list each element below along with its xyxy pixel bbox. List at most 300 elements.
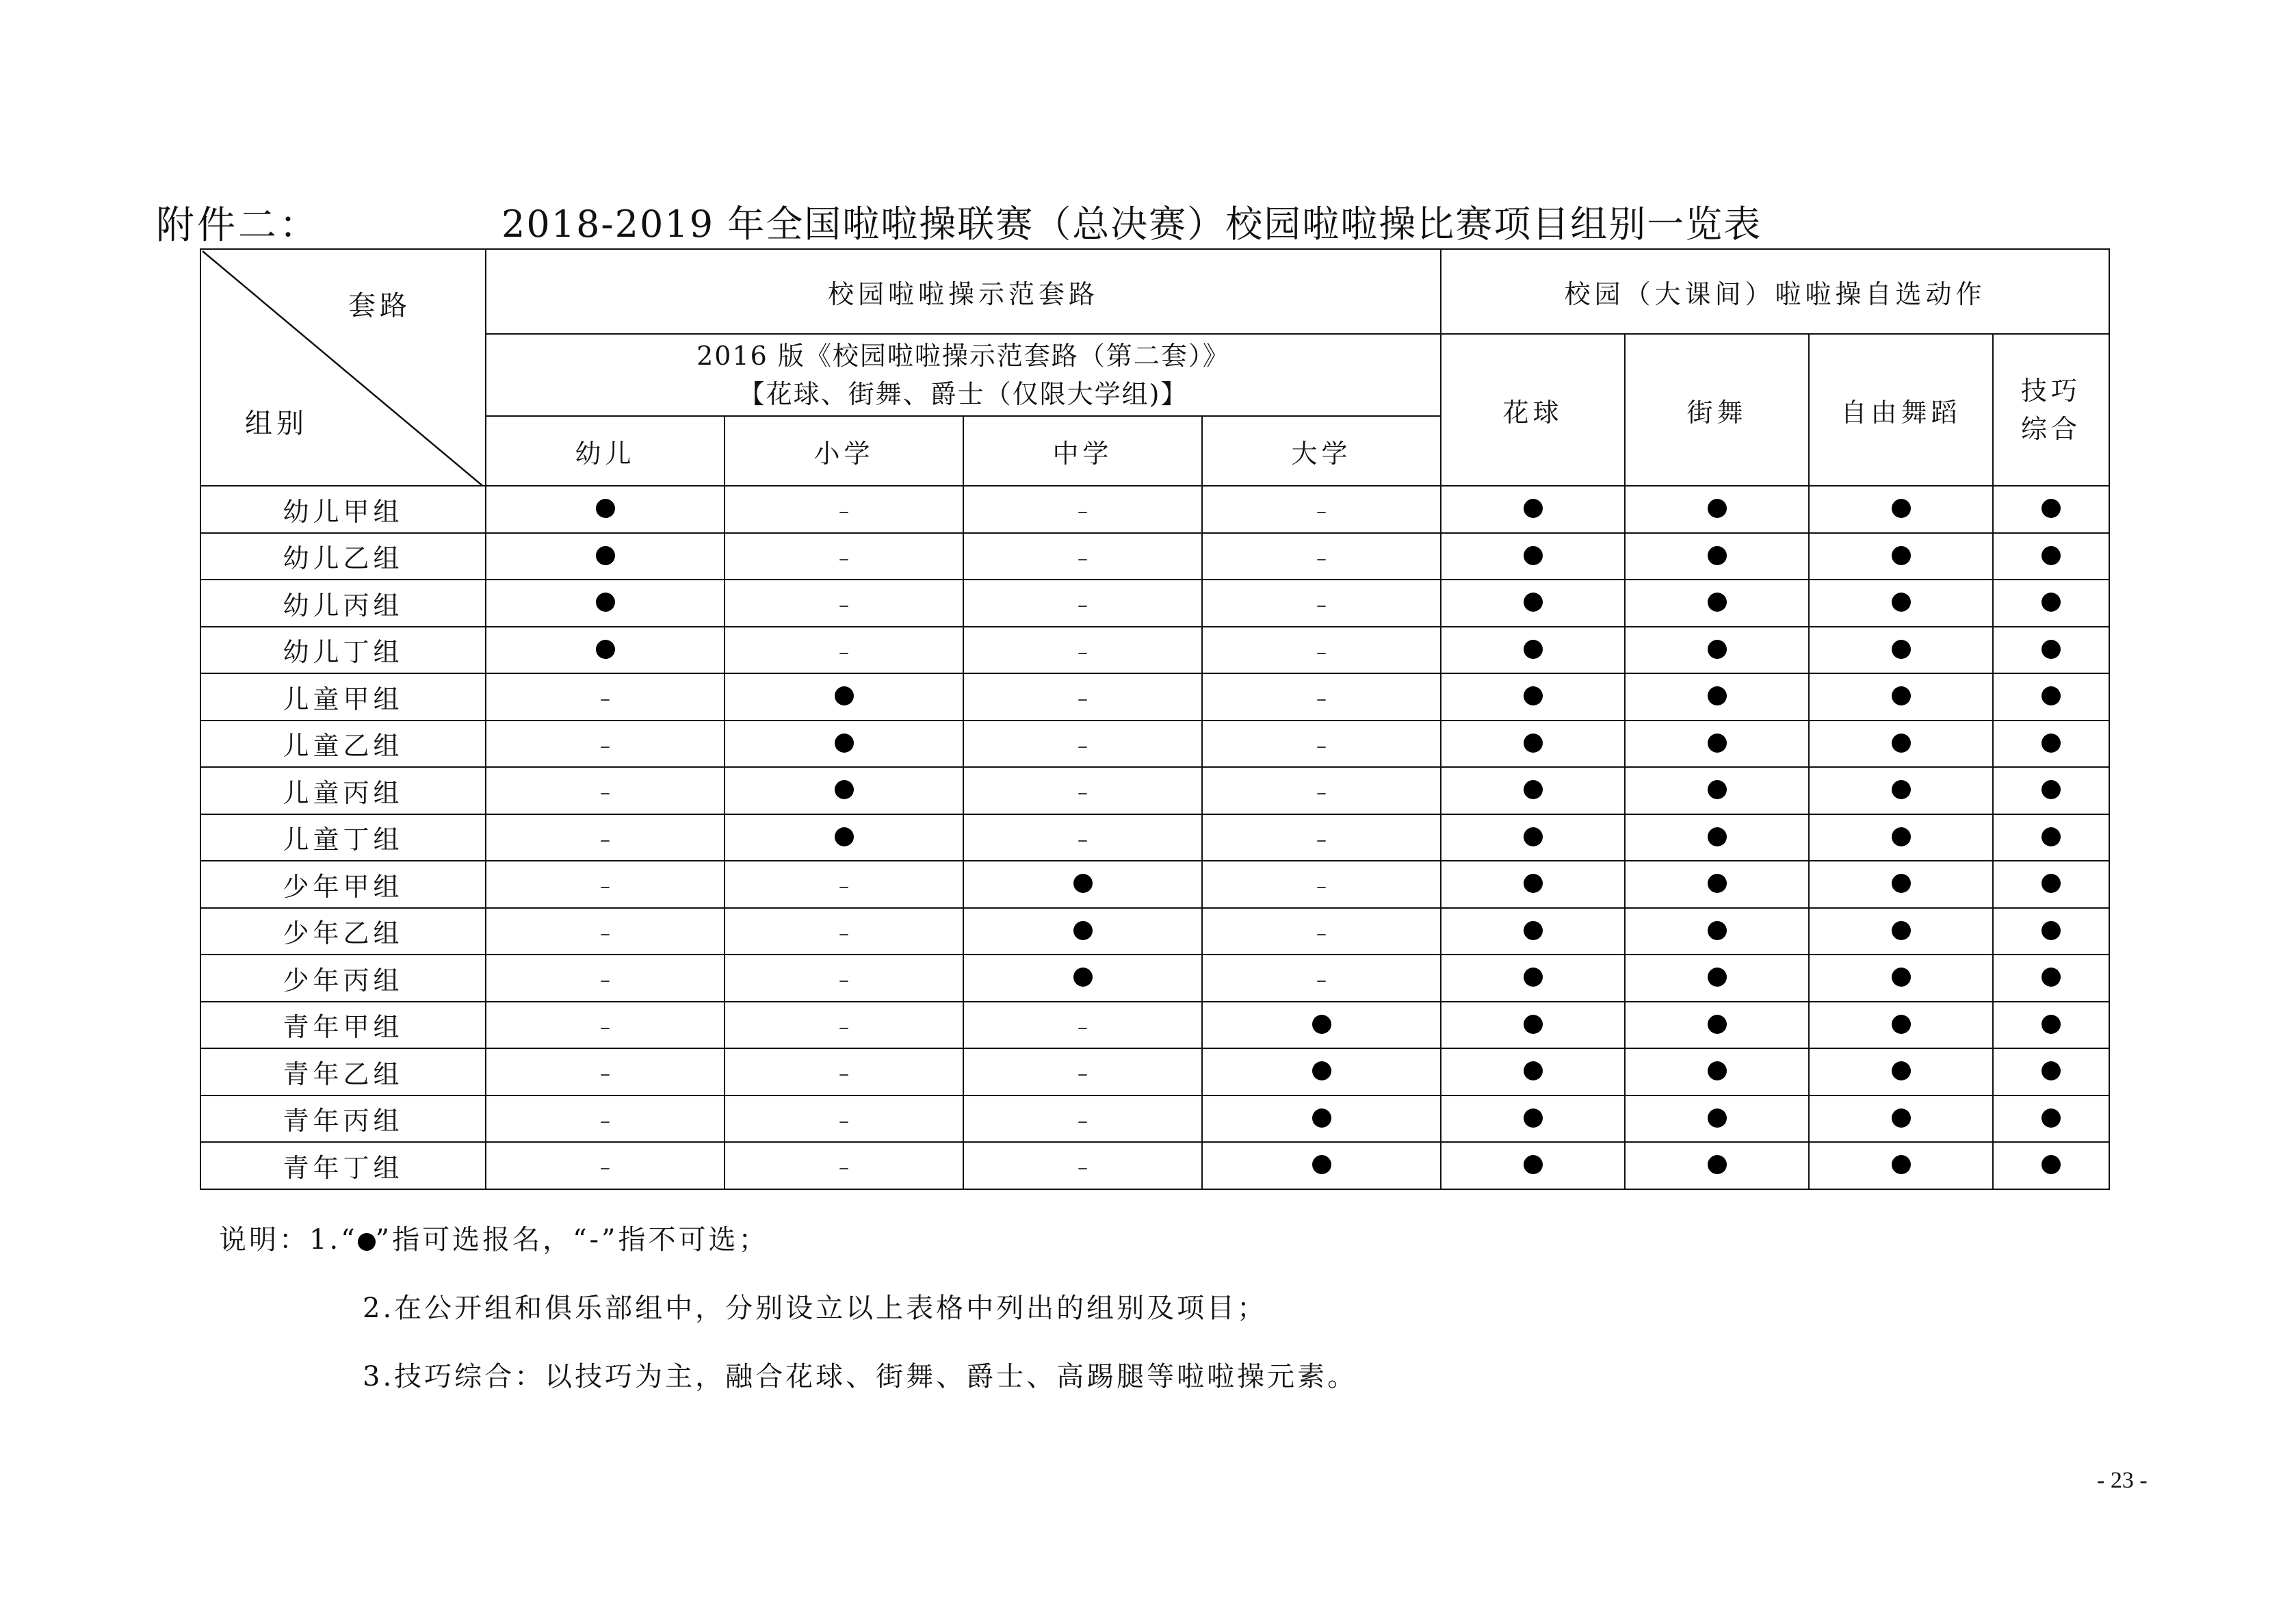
filled-circle-icon [1312,1155,1331,1174]
dash-mark: – [1078,1015,1088,1039]
table-row [200,673,2109,721]
table-cell [963,673,1202,721]
header-level-3: 中学 [963,416,1202,486]
header-free-item-1: 花球 [1441,334,1625,486]
note-1-prefix: 说明：1.“ [219,1224,358,1256]
dash-mark: – [1316,734,1327,758]
row-group-label: 青年乙组 [200,1048,486,1095]
table-cell [1809,1142,1993,1189]
row-group-label: 儿童丙组 [200,767,486,814]
table-cell [486,955,725,1002]
table-cell [1202,955,1441,1002]
filled-circle-icon [1892,593,1911,612]
table-cell [1202,767,1441,814]
dash-mark: – [600,687,610,712]
table-cell [963,814,1202,861]
table-cell [1625,721,1809,768]
table-cell [725,580,963,627]
filled-circle-icon [1708,1015,1727,1034]
filled-circle-icon [835,780,854,799]
table-cell [1441,627,1625,674]
table-body [200,486,2109,1189]
filled-circle-icon [1708,640,1727,659]
filled-circle-icon [596,640,615,659]
filled-circle-icon [2041,499,2061,518]
table-cell [1202,1048,1441,1095]
filled-circle-icon [1708,827,1727,846]
filled-circle-icon [1892,546,1911,565]
filled-circle-icon [1892,734,1911,753]
filled-circle-icon [1892,780,1911,799]
table-cell [1993,767,2109,814]
dash-mark: – [600,781,610,805]
table-cell [963,908,1202,955]
dash-mark: – [839,921,849,946]
filled-circle-icon [1524,968,1543,987]
filled-circle-icon [596,499,615,518]
filled-circle-icon [835,686,854,705]
table-cell [725,955,963,1002]
dash-mark: – [1078,640,1088,664]
table-cell [1809,955,1993,1002]
filled-circle-icon [2041,593,2061,612]
row-group-label: 少年丙组 [200,955,486,1002]
table-cell [486,767,725,814]
table-cell [1441,1095,1625,1143]
demo-version-line2: 【花球、街舞、爵士（仅限大学组)】 [738,379,1188,409]
table-cell [1202,1142,1441,1189]
table-cell [1625,1048,1809,1095]
dash-mark: – [600,921,610,946]
table-cell [963,486,1202,533]
filled-circle-icon [1892,686,1911,705]
table-cell [1441,580,1625,627]
dash-mark: – [600,968,610,993]
header-demo-routine: 校园啦啦操示范套路 [486,249,1441,334]
filled-circle-icon [1708,546,1727,565]
row-group-label: 幼儿丙组 [200,580,486,627]
header-free-item-4 [1993,334,2109,486]
table-cell [1625,814,1809,861]
table-cell [1809,627,1993,674]
row-group-label: 少年甲组 [200,861,486,908]
table-cell [725,767,963,814]
table-cell [1993,1142,2109,1189]
free-item-4-line1: 技巧 [2021,376,2082,406]
table-cell [1441,673,1625,721]
table-row [200,955,2109,1002]
note-line-2: 2.在公开组和俱乐部组中，分别设立以上表格中列出的组别及项目； [363,1293,1268,1324]
table-cell [1809,1002,1993,1049]
filled-circle-icon [2041,734,2061,753]
dash-mark: – [1078,1156,1088,1180]
filled-circle-icon [1524,499,1543,518]
note-1-text: ”指可选报名，“-”指不可选； [375,1224,769,1256]
row-group-label: 青年甲组 [200,1002,486,1049]
table-cell [725,627,963,674]
table-cell [1625,1142,1809,1189]
table-cell [1809,1095,1993,1143]
header-level-4: 大学 [1202,416,1441,486]
table-cell [1993,861,2109,908]
header-level-2: 小学 [725,416,963,486]
filled-circle-icon [2041,640,2061,659]
filled-circle-icon [1524,921,1543,940]
table-cell [486,1048,725,1095]
table-cell [1993,1048,2109,1095]
table-cell [1993,1002,2109,1049]
dash-mark: – [600,1015,610,1039]
filled-circle-icon [1892,499,1911,518]
dash-mark: – [839,968,849,993]
table-row [200,533,2109,580]
dash-mark: – [1316,546,1327,571]
dash-mark: – [1078,734,1088,758]
filled-circle-icon [1892,1015,1911,1034]
filled-circle-icon [1892,874,1911,893]
table-cell [1809,767,1993,814]
filled-circle-icon [596,593,615,612]
table-row [200,627,2109,674]
filled-circle-icon [2041,1155,2061,1174]
table-cell [725,1095,963,1143]
dash-mark: – [839,874,849,899]
table-cell [1993,721,2109,768]
filled-circle-icon [835,734,854,753]
table-cell [725,1002,963,1049]
demo-version-line1: 2016 版《校园啦啦操示范套路（第二套）》 [696,341,1230,371]
filled-circle-icon [1312,1061,1331,1080]
table-cell [1625,673,1809,721]
filled-circle-icon [1892,827,1911,846]
table-cell [963,1095,1202,1143]
filled-circle-icon [1892,1061,1911,1080]
filled-circle-icon [1073,968,1093,987]
row-group-label: 青年丁组 [200,1142,486,1189]
table-cell [486,673,725,721]
header-free-item-2: 街舞 [1625,334,1809,486]
filled-circle-icon [1708,780,1727,799]
header-level-1: 幼儿 [486,416,725,486]
table-cell [1202,721,1441,768]
table-cell [1625,1095,1809,1143]
dash-mark: – [600,1108,610,1133]
diagonal-line [201,250,486,486]
table-cell [1809,673,1993,721]
filled-circle-icon [1708,874,1727,893]
table-cell [1625,861,1809,908]
dash-mark: – [1078,827,1088,852]
table-cell [1441,767,1625,814]
table-cell [1625,580,1809,627]
table-cell [486,533,725,580]
filled-circle-icon [1892,640,1911,659]
dash-mark: – [600,874,610,899]
table-cell [1993,814,2109,861]
table-cell [963,533,1202,580]
attachment-label: 附件二： [156,203,320,248]
table-cell [1441,814,1625,861]
filled-circle-icon [1708,734,1727,753]
table-cell [1625,486,1809,533]
filled-circle-icon [596,546,615,565]
filled-circle-icon [2041,921,2061,940]
filled-circle-icon [2041,827,2061,846]
dash-mark: – [1078,500,1088,524]
free-item-4-line2: 综合 [2021,414,2082,444]
dash-mark: – [1316,687,1327,712]
filled-circle-icon [1524,1108,1543,1128]
table-cell [486,627,725,674]
table-cell [963,627,1202,674]
table-cell [1202,486,1441,533]
row-group-label: 幼儿丁组 [200,627,486,674]
dash-mark: – [839,1015,849,1039]
table-cell [1625,767,1809,814]
filled-circle-icon [1524,734,1543,753]
table-cell [486,580,725,627]
table-row [200,1002,2109,1049]
filled-circle-icon [2041,1108,2061,1128]
row-group-label: 儿童丁组 [200,814,486,861]
dash-mark: – [839,640,849,664]
filled-circle-icon [1524,1061,1543,1080]
document-title: 2018-2019 年全国啦啦操联赛（总决赛）校园啦啦操比赛项目组别一览表 [501,203,1762,246]
filled-circle-icon [1312,1015,1331,1034]
row-group-label: 儿童乙组 [200,721,486,768]
header-demo-version [486,334,1441,416]
table-cell [725,1142,963,1189]
dash-mark: – [1316,781,1327,805]
row-group-label: 幼儿甲组 [200,486,486,533]
dash-mark: – [600,734,610,758]
table-cell [1993,533,2109,580]
table-cell [1809,1048,1993,1095]
table-row [200,908,2109,955]
filled-circle-icon [1524,1155,1543,1174]
filled-circle-icon [2041,1015,2061,1034]
table-cell [725,721,963,768]
dash-mark: – [600,1062,610,1087]
table-row [200,721,2109,768]
table-cell [486,1095,725,1143]
filled-circle-icon [1708,499,1727,518]
table-cell [1625,627,1809,674]
event-group-table [200,248,2110,1190]
table-cell [486,861,725,908]
table-cell [963,1002,1202,1049]
filled-circle-icon [1708,686,1727,705]
title-row [156,195,2140,250]
table-cell [1809,580,1993,627]
table-cell [1202,908,1441,955]
filled-circle-icon [1524,874,1543,893]
row-group-label: 幼儿乙组 [200,533,486,580]
dash-mark: – [1316,874,1327,899]
table-cell [1625,533,1809,580]
table-row [200,814,2109,861]
table-row [200,861,2109,908]
table-cell [1993,673,2109,721]
dash-mark: – [839,1156,849,1180]
filled-circle-icon [1708,1061,1727,1080]
table-cell [486,908,725,955]
table-cell [1809,486,1993,533]
table-cell [725,814,963,861]
dash-mark: – [1316,640,1327,664]
table-cell [1993,908,2109,955]
table-row [200,1142,2109,1189]
table-cell [1441,861,1625,908]
table-cell [1441,1142,1625,1189]
dash-mark: – [600,1156,610,1180]
table-cell [1809,533,1993,580]
header-free-routine: 校园（大课间）啦啦操自选动作 [1441,249,2109,334]
table-cell [486,721,725,768]
table-cell [1202,673,1441,721]
table-cell [486,1142,725,1189]
filled-circle-icon [1892,921,1911,940]
dash-mark: – [839,1108,849,1133]
dash-mark: – [1078,1062,1088,1087]
table-cell [1993,1095,2109,1143]
filled-circle-icon [2041,780,2061,799]
table-cell [1441,955,1625,1002]
filled-circle-icon [1524,593,1543,612]
table-cell [725,486,963,533]
table-cell [1993,486,2109,533]
table-cell [1202,1095,1441,1143]
dash-mark: – [1078,687,1088,712]
note-line-1 [219,1218,769,1257]
dash-mark: – [839,546,849,571]
table-cell [963,721,1202,768]
dash-mark: – [1316,968,1327,993]
header-free-item-3: 自由舞蹈 [1809,334,1993,486]
table-cell [1625,908,1809,955]
filled-circle-icon [1524,686,1543,705]
filled-circle-icon [2041,686,2061,705]
filled-circle-icon [1073,874,1093,893]
filled-circle-icon [2041,968,2061,987]
filled-circle-icon [1708,1155,1727,1174]
corner-label-group: 组别 [245,408,308,439]
table-cell [1441,1048,1625,1095]
filled-circle-icon [1524,827,1543,846]
corner-header-cell [200,249,486,486]
filled-circle-icon [1892,968,1911,987]
filled-circle-icon [358,1233,376,1251]
table-cell [1202,861,1441,908]
table-cell [963,955,1202,1002]
table-cell [1441,533,1625,580]
dash-mark: – [1316,593,1327,618]
filled-circle-icon [1524,1015,1543,1034]
table-cell [1993,627,2109,674]
dash-mark: – [1316,827,1327,852]
table-cell [725,1048,963,1095]
table-row [200,767,2109,814]
dash-mark: – [839,500,849,524]
table-cell [1202,814,1441,861]
table-cell [725,533,963,580]
table-row [200,1095,2109,1143]
table-cell [963,1048,1202,1095]
filled-circle-icon [1892,1155,1911,1174]
table-cell [1202,627,1441,674]
filled-circle-icon [835,827,854,846]
dash-mark: – [1078,593,1088,618]
dash-mark: – [1316,921,1327,946]
filled-circle-icon [2041,546,2061,565]
dash-mark: – [1316,500,1327,524]
table-cell [963,861,1202,908]
filled-circle-icon [1708,593,1727,612]
table-cell [1625,955,1809,1002]
dash-mark: – [1078,546,1088,571]
row-group-label: 少年乙组 [200,908,486,955]
dash-mark: – [839,1062,849,1087]
filled-circle-icon [1073,921,1093,940]
filled-circle-icon [1524,546,1543,565]
table-cell [1441,908,1625,955]
table-cell [486,486,725,533]
table-cell [963,767,1202,814]
table-cell [486,814,725,861]
table-cell [963,1142,1202,1189]
page-number: - 23 - [2097,1468,2148,1493]
filled-circle-icon [1708,921,1727,940]
corner-label-routine: 套路 [348,290,411,322]
table-cell [1441,486,1625,533]
table-cell [1625,1002,1809,1049]
table-cell [1809,814,1993,861]
table-row [200,1048,2109,1095]
table-cell [725,861,963,908]
table-cell [1809,908,1993,955]
filled-circle-icon [1312,1108,1331,1128]
filled-circle-icon [1708,1108,1727,1128]
table-cell [1202,580,1441,627]
note-line-3: 3.技巧综合：以技巧为主，融合花球、街舞、爵士、高踢腿等啦啦操元素。 [363,1361,1358,1392]
dash-mark: – [1078,781,1088,805]
filled-circle-icon [1708,968,1727,987]
filled-circle-icon [1524,640,1543,659]
table-cell [1993,955,2109,1002]
table-cell [1809,721,1993,768]
filled-circle-icon [1892,1108,1911,1128]
filled-circle-icon [2041,874,2061,893]
table-cell [486,1002,725,1049]
table-cell [725,673,963,721]
table-cell [1441,1002,1625,1049]
table-cell [1202,533,1441,580]
filled-circle-icon [2041,1061,2061,1080]
table-cell [725,908,963,955]
dash-mark: – [1078,1108,1088,1133]
table-cell [1441,721,1625,768]
table-cell [963,580,1202,627]
table-cell [1202,1002,1441,1049]
table-row [200,486,2109,533]
table-cell [1809,861,1993,908]
filled-circle-icon [1524,780,1543,799]
row-group-label: 儿童甲组 [200,673,486,721]
table-cell [1993,580,2109,627]
table-row [200,580,2109,627]
row-group-label: 青年丙组 [200,1095,486,1143]
dash-mark: – [839,593,849,618]
